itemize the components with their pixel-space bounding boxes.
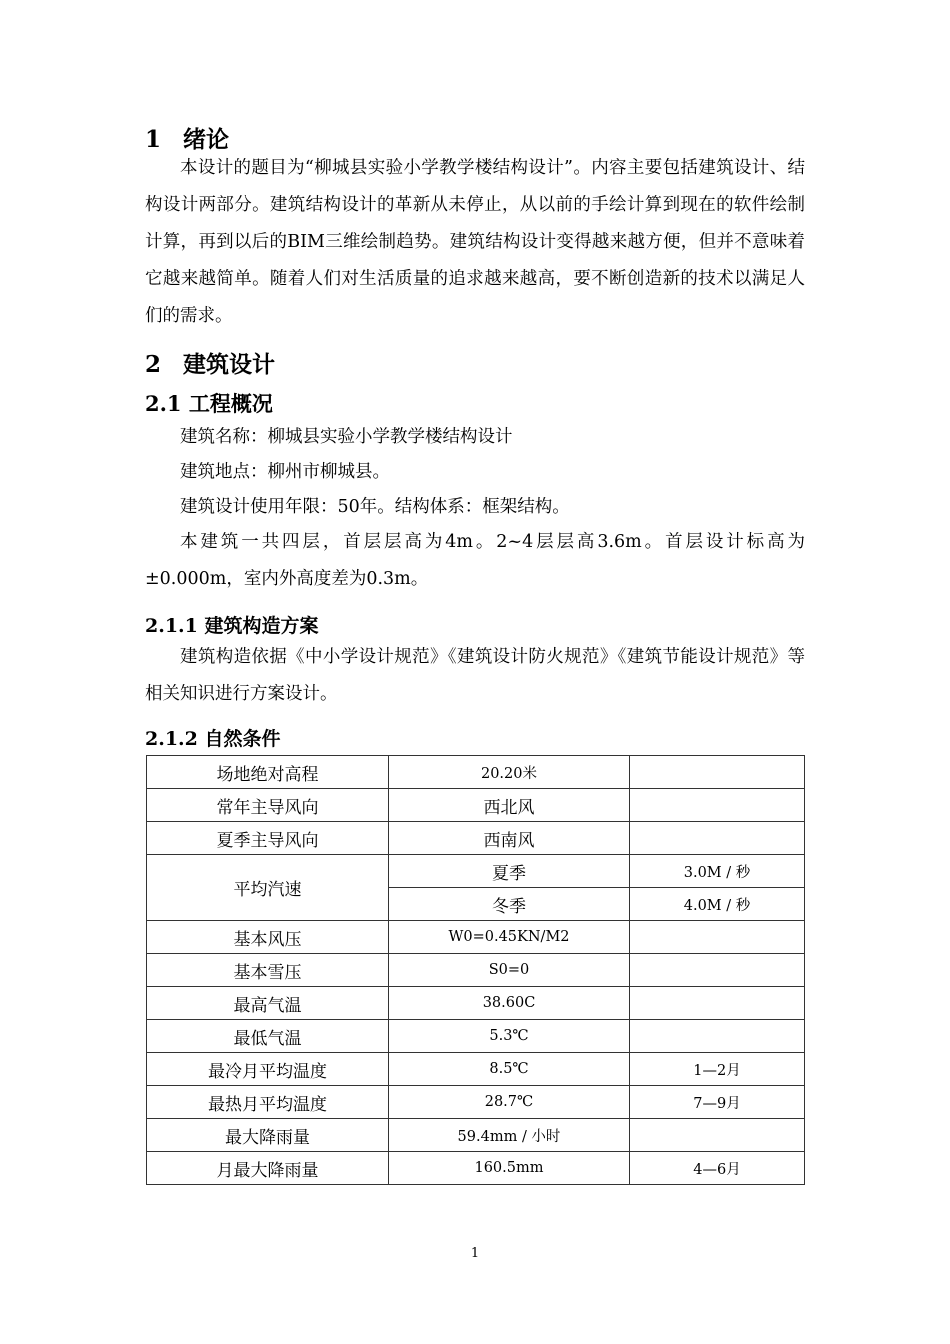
- table-row: [147, 1086, 805, 1119]
- natural-conditions-table: [146, 755, 805, 1185]
- table-cell: [630, 756, 805, 789]
- table-cell: S0=0: [389, 954, 630, 987]
- table-row: [147, 1152, 805, 1185]
- page-number: 1: [470, 1246, 480, 1261]
- table-cell: 最大降雨量: [147, 1119, 389, 1152]
- table-cell: 59.4mm / 小时: [389, 1119, 630, 1152]
- table-cell: 最低气温: [147, 1020, 389, 1053]
- table-cell: [630, 1119, 805, 1152]
- design-life-line: 建筑设计使用年限：50年。结构体系：框架结构。: [180, 497, 570, 517]
- table-cell: 西南风: [389, 822, 630, 855]
- table-cell: [630, 921, 805, 954]
- table-cell: 最高气温: [147, 987, 389, 1020]
- table-cell: [630, 1020, 805, 1053]
- section-1-number: 1: [145, 126, 162, 153]
- section-2-heading: [145, 346, 275, 379]
- table-cell: 西北风: [389, 789, 630, 822]
- table-cell: [630, 822, 805, 855]
- table-cell: 28.7℃: [389, 1086, 630, 1119]
- table-cell: 最热月平均温度: [147, 1086, 389, 1119]
- table-cell: 160.5mm: [389, 1152, 630, 1185]
- table-cell: 基本雪压: [147, 954, 389, 987]
- section-2-1-heading: 2.1 工程概况: [145, 391, 273, 416]
- table-row: [147, 954, 805, 987]
- table-row: [147, 921, 805, 954]
- table-cell: 7—9月: [630, 1086, 805, 1119]
- table-row: [147, 1020, 805, 1053]
- table-cell: 8.5℃: [389, 1053, 630, 1086]
- section-1-paragraph: 本设计的题目为“柳城县实验小学教学楼结构设计”。内容主要包括建筑设计、结构设计两部分。建筑结构设计的革新从未停止，从以前的手绘计算到现在的软件绘制计算，再到以后的BIM三维绘制趋势。建筑结构设计变得越来越方便，但并不意味着它越来越简单。随着人们对生活质量的追求越来越高，要不断创造新的技术以满足人们的需求。: [145, 158, 805, 326]
- table-cell: 38.60C: [389, 987, 630, 1020]
- table-cell: 最冷月平均温度: [147, 1053, 389, 1086]
- table-cell: W0=0.45KN/M2: [389, 921, 630, 954]
- table-cell: 平均汽速: [147, 855, 389, 921]
- building-location-line: 建筑地点：柳州市柳城县。: [180, 462, 390, 482]
- table-cell: 常年主导风向: [147, 789, 389, 822]
- building-name-line: 建筑名称：柳城县实验小学教学楼结构设计: [180, 427, 513, 447]
- section-2-title: 建筑设计: [183, 351, 275, 378]
- table-cell: [630, 987, 805, 1020]
- table-cell: 月最大降雨量: [147, 1152, 389, 1185]
- table-cell: 夏季: [389, 855, 630, 888]
- table-cell: 4—6月: [630, 1152, 805, 1185]
- table-cell: 场地绝对高程: [147, 756, 389, 789]
- table-cell: 冬季: [389, 888, 630, 921]
- section-2-number: 2: [145, 351, 162, 378]
- table-cell: [630, 954, 805, 987]
- table-cell: 3.0M / 秒: [630, 855, 805, 888]
- table-row: [147, 987, 805, 1020]
- floor-height-paragraph: 本建筑一共四层，首层层高为4m。2~4层层高3.6m。首层设计标高为±0.000m，室内外高度差为0.3m。: [145, 532, 805, 589]
- table-cell: 1—2月: [630, 1053, 805, 1086]
- table-cell: [630, 789, 805, 822]
- table-row: [147, 855, 805, 888]
- table-cell: 5.3℃: [389, 1020, 630, 1053]
- section-2-1-2-heading: 2.1.2 自然条件: [145, 728, 281, 750]
- section-1-title: 绪论: [183, 126, 229, 153]
- construction-scheme-paragraph: 建筑构造依据《中小学设计规范》《建筑设计防火规范》《建筑节能设计规范》等相关知识进行方案设计。: [145, 647, 805, 704]
- section-2-1-1-heading: 2.1.1 建筑构造方案: [145, 615, 319, 637]
- table-cell: 4.0M / 秒: [630, 888, 805, 921]
- table-cell: 20.20米: [389, 756, 630, 789]
- table-cell: 夏季主导风向: [147, 822, 389, 855]
- table-row: [147, 1119, 805, 1152]
- table-row: [147, 822, 805, 855]
- table-row: [147, 1053, 805, 1086]
- table-row: [147, 756, 805, 789]
- table-row: [147, 789, 805, 822]
- table-cell: 基本风压: [147, 921, 389, 954]
